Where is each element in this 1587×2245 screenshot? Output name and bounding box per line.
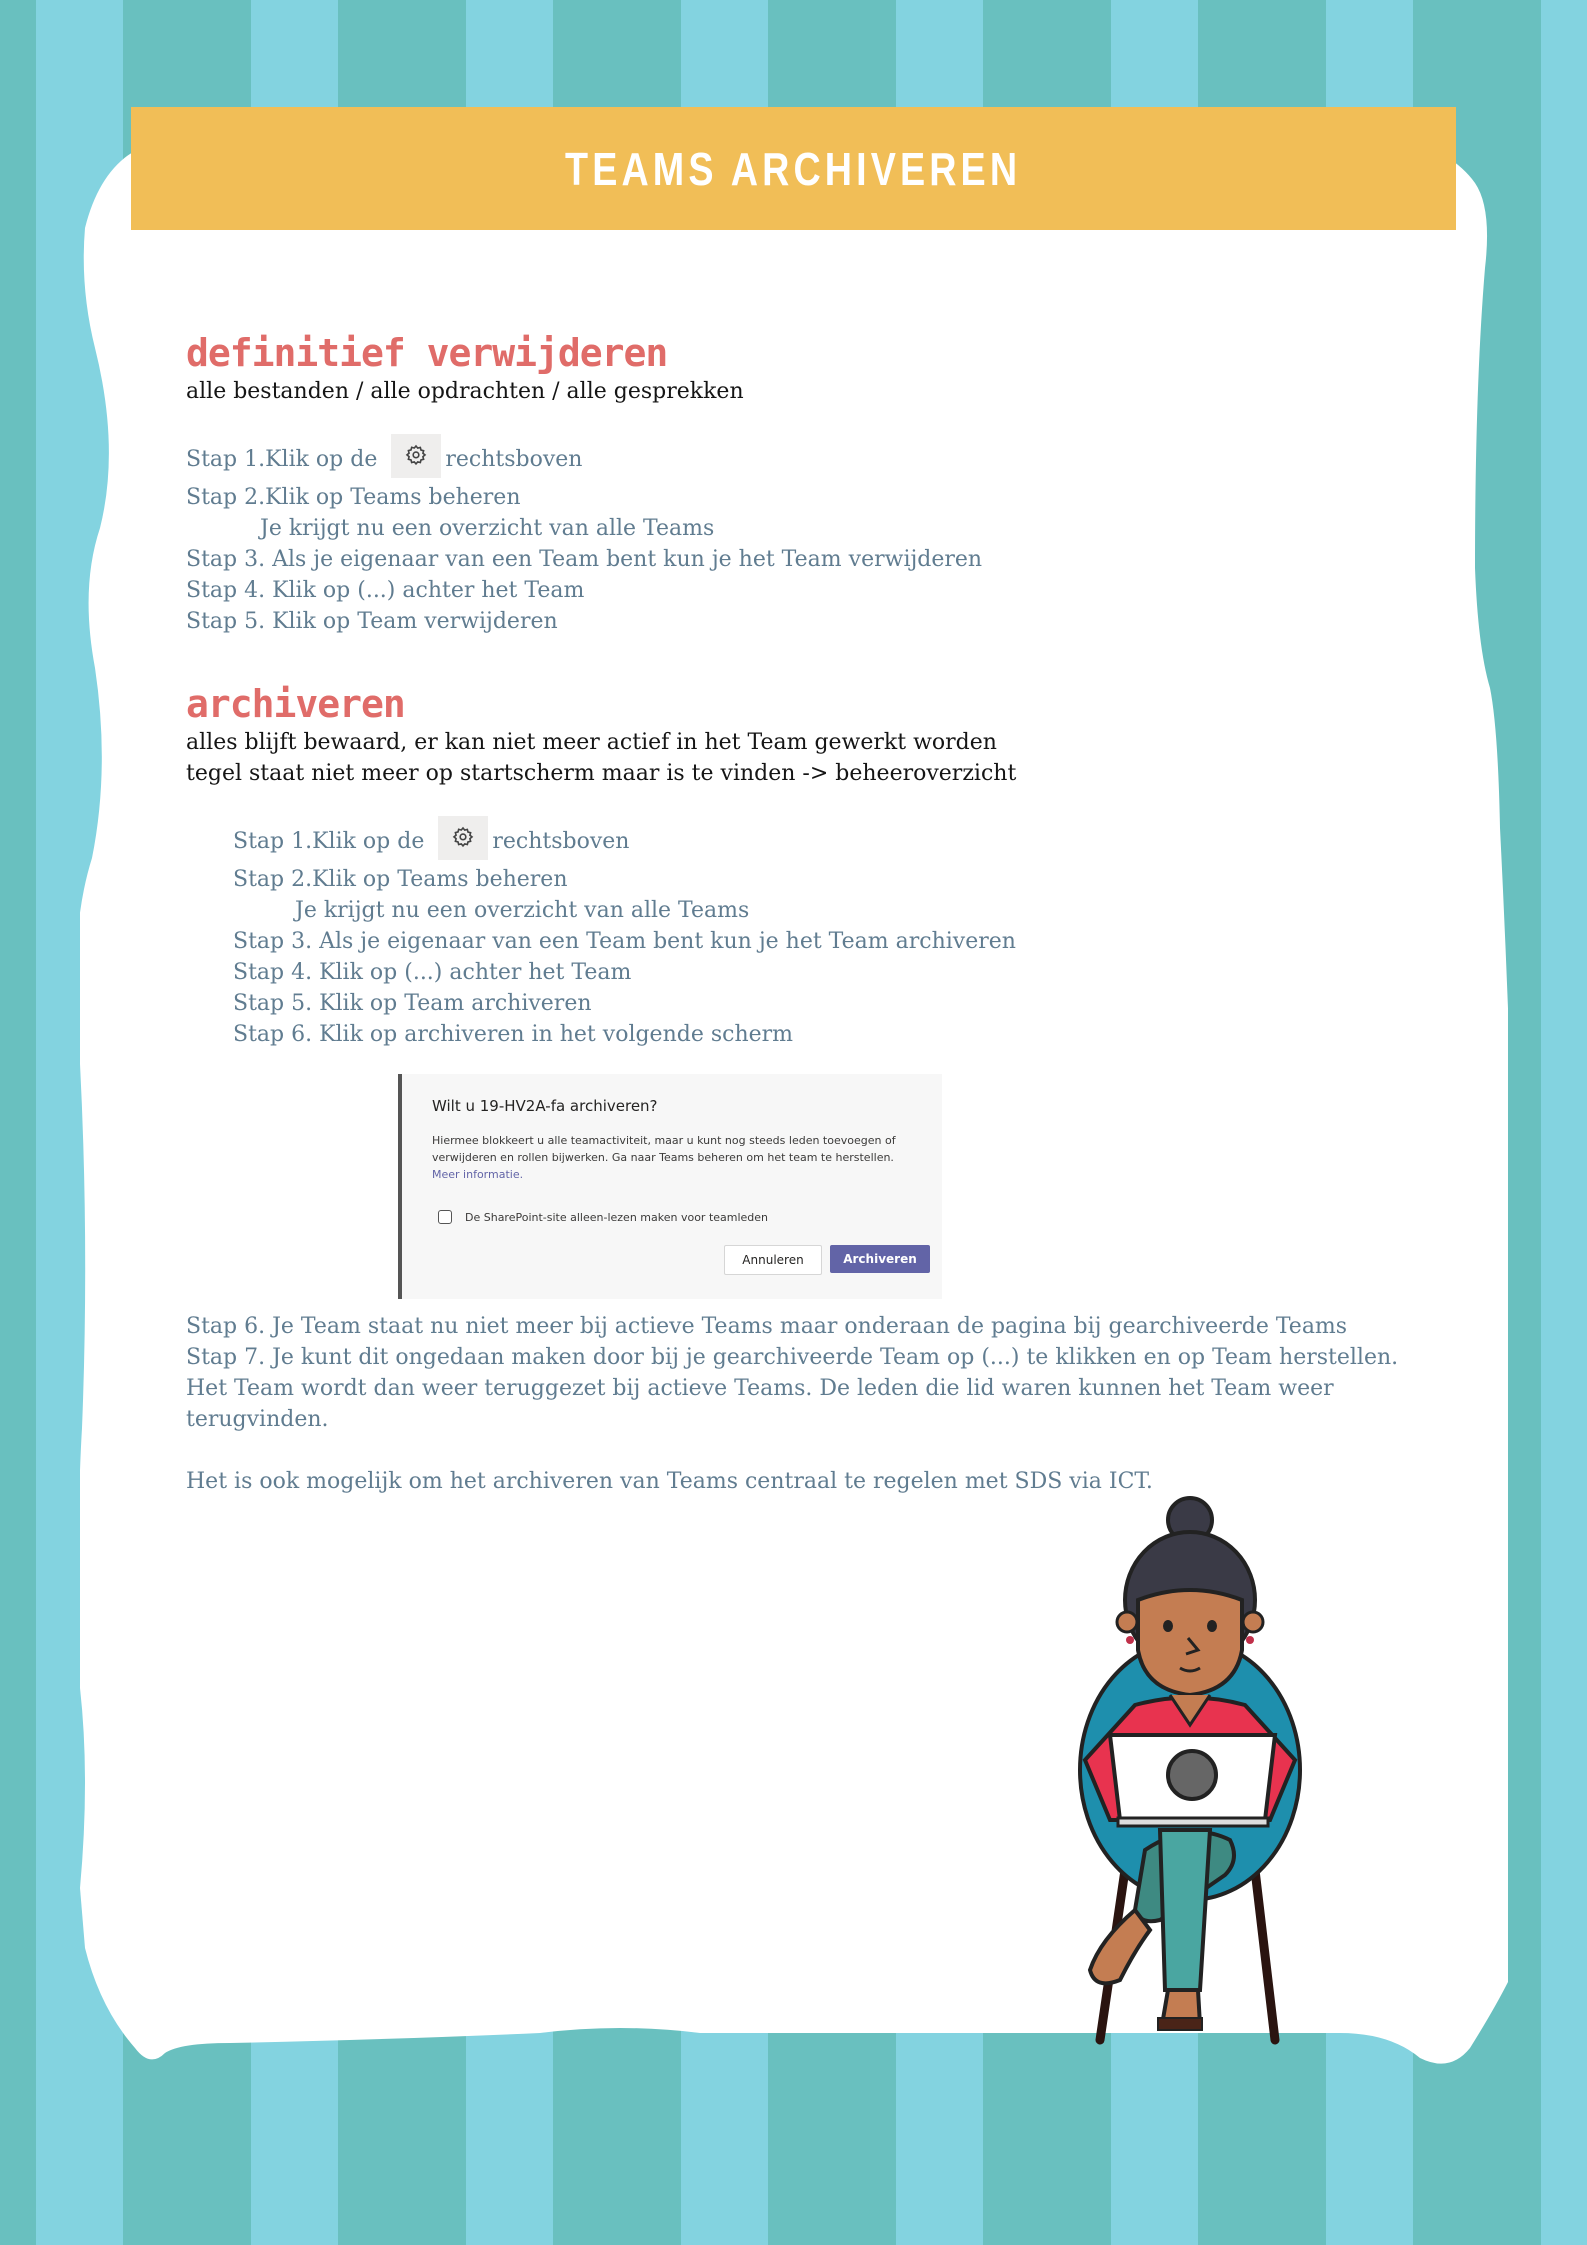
step-item: Stap 1.Klik op de rechtsboven: [186, 438, 1406, 482]
section-description: alle bestanden / alle opdrachten / alle gesprekken: [186, 379, 744, 404]
steps-list: [186, 820, 1406, 1050]
step-item: Stap 4. Klik op (...) achter het Team: [233, 960, 632, 985]
step-note: Je krijgt nu een overzicht van alle Teams: [260, 516, 715, 541]
section-heading: definitief verwijderen: [186, 331, 668, 375]
steps-list: [186, 438, 1406, 637]
main-content: [186, 330, 1406, 1497]
archive-dialog-screenshot: [398, 1074, 942, 1299]
page-title: TEAMS ARCHIVEREN: [565, 142, 1022, 195]
dialog-title: Wilt u 19-HV2A-fa archiveren?: [432, 1097, 658, 1115]
gear-icon: [438, 816, 488, 860]
section-description: alles blijft bewaard, er kan niet meer actief in het Team gewerkt worden tegel staat niet meer op startscherm maar is te vinden -> beheeroverzicht: [186, 730, 1017, 786]
step-item: Stap 4. Klik op (...) achter het Team: [186, 578, 585, 603]
section-heading: archiveren: [186, 682, 405, 726]
step-item: Stap 5. Klik op Team archiveren: [233, 991, 592, 1016]
section-archive: [186, 681, 1406, 1299]
sharepoint-readonly-checkbox[interactable]: [438, 1210, 452, 1224]
step-item: Stap 6. Klik op archiveren in het volgende scherm: [233, 1022, 794, 1047]
archive-button[interactable]: Archiveren: [830, 1245, 930, 1273]
step-item: Stap 3. Als je eigenaar van een Team bent kun je het Team verwijderen: [186, 547, 983, 572]
step-item: Stap 5. Klik op Team verwijderen: [186, 609, 558, 634]
title-banner: [131, 107, 1456, 230]
step-item: Stap 2.Klik op Teams beheren: [186, 485, 521, 510]
section-delete: [186, 330, 1406, 637]
footer-note: Het is ook mogelijk om het archiveren van Teams centraal te regelen met SDS via ICT.: [186, 1469, 1153, 1494]
checkbox-label: De SharePoint-site alleen-lezen maken voor teamleden: [465, 1210, 769, 1224]
after-dialog-steps: [186, 1311, 1406, 1497]
sharepoint-readonly-option[interactable]: [438, 1210, 768, 1224]
step-item: Stap 2.Klik op Teams beheren: [233, 867, 568, 892]
dialog-body: Hiermee blokkeert u alle teamactiviteit, maar u kunt nog steeds leden toevoegen of verwijderen en rollen bijwerken. Ga naar Teams beheren om het team te herstellen. Meer informatie.: [432, 1134, 896, 1181]
woman-laptop-illustration: [1040, 1490, 1340, 2050]
step-item: Stap 1.Klik op de rechtsboven: [233, 820, 1406, 864]
step-item: Stap 6. Je Team staat nu niet meer bij actieve Teams maar onderaan de pagina bij gearchiveerde Teams: [186, 1314, 1348, 1339]
more-info-link[interactable]: Meer informatie.: [432, 1168, 524, 1181]
step-note: Je krijgt nu een overzicht van alle Teams: [295, 898, 750, 923]
step-item: Stap 7. Je kunt dit ongedaan maken door bij je gearchiveerde Team op (...) te klikken en op Team herstellen. Het Team wordt dan weer teruggezet bij actieve Teams. De leden die lid waren kunnen het Team weer terugvinden.: [186, 1345, 1399, 1432]
gear-icon: [391, 434, 441, 478]
cancel-button[interactable]: Annuleren: [724, 1245, 822, 1275]
step-item: Stap 3. Als je eigenaar van een Team bent kun je het Team archiveren: [233, 929, 1016, 954]
